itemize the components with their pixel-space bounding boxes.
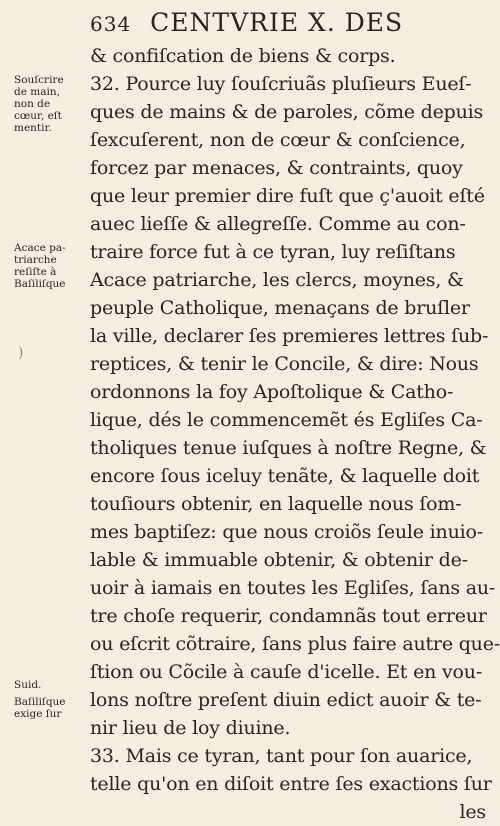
margin-note-line: reſiſte à: [14, 266, 57, 278]
text-line: nir lieu de loy diuine.: [90, 717, 291, 739]
running-title: CENTVRIE X. DES: [150, 8, 404, 37]
text-line: peuple Catholique, menaçans de bruſler: [90, 297, 470, 319]
margin-note: [14, 679, 88, 691]
text-line: touſiours obtenir, en laquelle nous ſom-: [90, 493, 462, 515]
text-line: encore ſous iceluy tenãte, & laquelle doit: [90, 465, 480, 487]
margin-note: [14, 242, 88, 290]
margin-note-line: cœur, eſt: [14, 110, 62, 122]
text-line: reptices, & tenir le Concile, & dire: Nous: [90, 353, 479, 375]
page-header: [90, 8, 490, 42]
margin-mark: ): [18, 345, 24, 361]
text-line: uoir à iamais en toutes les Egliſes, ſans au-: [90, 577, 496, 599]
margin-note-line: Suid.: [14, 679, 42, 691]
margin-note-line: mentir.: [14, 122, 52, 134]
catchword-line: [90, 798, 486, 826]
text-line: tre choſe requerir, condamnãs tout erreur: [90, 605, 487, 627]
text-line: ques de mains & de paroles, cõme depuis: [90, 101, 484, 123]
text-line: & confiſcation de biens & corps.: [90, 45, 396, 67]
text-line: mes baptiſez: que nous croiõs ſeule inuio-: [90, 521, 483, 543]
text-line: ſexcuſerent, non de cœur & conſcience,: [90, 129, 466, 151]
margin-note-line: exige ſur: [14, 708, 62, 720]
text-line: forcez par menaces, & contraints, quoy: [90, 157, 463, 179]
catchword: les: [459, 801, 486, 823]
text-line: ordonnons la foy Apoſtolique & Catho-: [90, 381, 454, 403]
text-line: telle qu'on en diſoit entre ſes exactions ſur: [90, 773, 492, 795]
margin-note-line: Acace pa-: [14, 242, 66, 254]
text-line: 32. Pource luy ſouſcriuãs pluſieurs Eueſ-: [90, 73, 472, 95]
text-line: Acace patriarche, les clercs, moynes, &: [90, 269, 464, 291]
text-line: ſtion ou Cõcile à cauſe d'icelle. Et en vou-: [90, 661, 483, 683]
text-line: ou eſcrit cõtraire, ſans plus faire autre que-: [90, 633, 500, 655]
text-line: auec lieſſe & allegreſſe. Comme au con-: [90, 213, 466, 235]
page-number: 634: [90, 12, 132, 36]
text-line: lable & immuable obtenir, & obtenir de-: [90, 549, 468, 571]
text-line: traire force fut à ce tyran, luy reſiſtans: [90, 241, 456, 263]
margin-note-line: Baſiliſque: [14, 278, 66, 290]
margin-note-line: Baſiliſque: [14, 696, 66, 708]
margin-note: [14, 696, 88, 720]
text-line: la ville, declarer ſes premieres lettres ſub-: [90, 325, 489, 347]
text-line: tholiques tenue iuſques à noſtre Regne, &: [90, 437, 487, 459]
text-line: lons noſtre preſent diuin edict auoir & te-: [90, 689, 482, 711]
margin-note-line: Souſcrire: [14, 74, 64, 86]
text-line: lique, dés le commencemẽt és Egliſes Ca-: [90, 409, 483, 431]
margin-note-line: non de: [14, 98, 51, 110]
margin-note-line: triarche: [14, 254, 57, 266]
margin-note-line: de main,: [14, 86, 60, 98]
text-line: 33. Mais ce tyran, tant pour ſon auarice,: [90, 745, 473, 767]
text-line: que leur premier dire fuſt que ç'auoit eſté: [90, 185, 485, 207]
margin-note: [14, 74, 88, 134]
